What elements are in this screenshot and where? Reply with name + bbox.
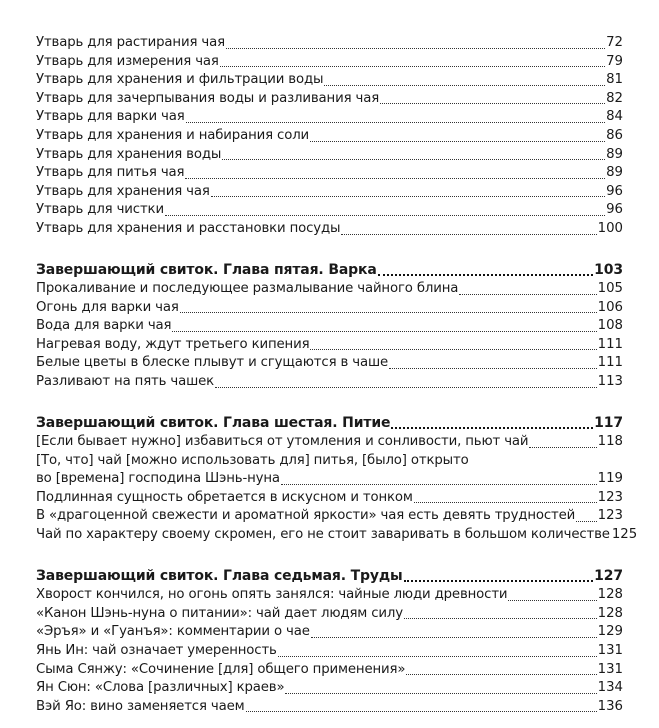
page-number: 89 — [606, 165, 623, 181]
toc-section-chapter-7 — [36, 567, 623, 717]
entry-title: Сыма Сянжу: «Сочинение [для] общего применения» — [36, 661, 406, 677]
entry-title: Подлинная сущность обретается в искусном и тонком — [36, 489, 413, 505]
dot-leader — [404, 617, 597, 619]
toc-entry[interactable] — [36, 526, 638, 545]
page-number: 100 — [597, 220, 623, 236]
dot-leader — [311, 636, 597, 638]
entry-title: Янь Ин: чай означает умеренность — [36, 642, 277, 658]
toc-entry[interactable] — [36, 146, 623, 165]
entry-title: Утварь для чистки — [36, 202, 164, 218]
page-number: 72 — [606, 35, 623, 50]
dot-leader — [215, 386, 597, 388]
entry-title: Чай по характеру своему скромен, его не стоит заваривать в большом количестве — [36, 527, 610, 543]
page-number: 128 — [597, 605, 623, 621]
dot-leader — [310, 140, 605, 142]
page-number: 108 — [597, 318, 623, 334]
entry-title: Огонь для варки чая — [36, 299, 179, 315]
entry-title: Белые цветы в блеске плывут и сгущаются в чаше — [36, 355, 389, 371]
toc-section-chapter-6 — [36, 414, 638, 545]
page-number: 127 — [594, 567, 623, 584]
chapter-title: Завершающий свиток. Глава седьмая. Труды — [36, 567, 403, 584]
toc-entry[interactable] — [36, 679, 623, 698]
dot-leader — [165, 214, 605, 216]
toc-entry[interactable] — [36, 71, 623, 90]
entry-title-line1: [То, что] чай [можно использовать для] питья, [было] открыто — [36, 452, 469, 468]
page-number: 128 — [597, 587, 623, 603]
toc-entry[interactable] — [36, 108, 623, 127]
toc-entry[interactable] — [36, 642, 623, 661]
toc-entry[interactable] — [36, 698, 623, 717]
dot-leader — [414, 501, 597, 503]
page-number: 118 — [597, 434, 623, 450]
toc-entry[interactable] — [36, 280, 623, 299]
toc-entry[interactable] — [36, 127, 623, 146]
toc-section-utensils — [36, 34, 623, 239]
dot-leader — [389, 367, 597, 369]
table-of-contents — [36, 34, 638, 728]
dot-leader — [226, 47, 605, 49]
toc-entry[interactable] — [36, 354, 623, 373]
page-number: 131 — [597, 661, 623, 677]
entry-title: Утварь для хранения воды — [36, 146, 222, 162]
dot-leader — [180, 311, 597, 313]
page-number: 119 — [597, 471, 623, 487]
dot-leader — [391, 426, 593, 429]
toc-entry[interactable] — [36, 605, 623, 624]
entry-title: Утварь для варки чая — [36, 109, 185, 125]
toc-entry[interactable] — [36, 299, 623, 318]
dot-leader — [341, 233, 596, 235]
dot-leader — [406, 673, 596, 675]
dot-leader — [324, 84, 605, 86]
page-number: 105 — [597, 281, 623, 297]
toc-entry[interactable] — [36, 373, 623, 392]
entry-title: В «драгоценной свежести и ароматной яркости» чая есть девять трудностей — [36, 508, 576, 524]
entry-title: Утварь для измерения чая — [36, 53, 219, 69]
entry-title: Утварь для хранения чая — [36, 183, 210, 199]
page-number: 103 — [594, 261, 623, 278]
entry-title: Разливают на пять чашек — [36, 374, 215, 389]
dot-leader — [246, 710, 597, 712]
page-number: 111 — [597, 336, 623, 352]
page-number: 123 — [597, 508, 623, 524]
entry-title: Утварь для питья чая — [36, 165, 185, 181]
toc-entry[interactable] — [36, 53, 623, 72]
toc-entry[interactable] — [36, 661, 623, 680]
page-number: 123 — [597, 489, 623, 505]
entry-title: Вода для варки чая — [36, 318, 172, 334]
entry-title: Хворост кончился, но огонь опять занялся: чайные люди древности — [36, 587, 508, 603]
page-number: 113 — [597, 374, 623, 389]
page-number: 117 — [594, 414, 623, 431]
page-number: 89 — [606, 146, 623, 162]
page-number: 106 — [597, 299, 623, 315]
page-number: 125 — [611, 527, 638, 543]
dot-leader — [529, 446, 596, 448]
toc-entry-line1[interactable] — [36, 452, 623, 471]
toc-section-chapter-5 — [36, 261, 623, 392]
page-number: 129 — [597, 624, 623, 640]
dot-leader — [211, 195, 605, 197]
dot-leader — [220, 65, 605, 67]
dot-leader — [186, 121, 605, 123]
page-number: 84 — [606, 109, 623, 125]
entry-title: Вэй Яо: вино заменяется чаем — [36, 698, 245, 714]
entry-title: во [времена] господина Шэнь-нуна — [36, 471, 280, 487]
page-number: 86 — [606, 127, 623, 143]
page-number: 82 — [606, 90, 623, 106]
dot-leader — [222, 158, 605, 160]
dot-leader — [378, 273, 593, 276]
toc-entry[interactable] — [36, 164, 623, 183]
toc-entry[interactable] — [36, 586, 623, 605]
dot-leader — [508, 599, 596, 601]
dot-leader — [285, 692, 596, 694]
entry-title: «Эръя» и «Гуанъя»: комментарии о чае — [36, 624, 310, 640]
entry-title: Ян Сюн: «Слова [различных] краев» — [36, 680, 285, 696]
page-number: 81 — [606, 72, 623, 88]
toc-entry[interactable] — [36, 317, 623, 336]
page-number: 96 — [606, 183, 623, 199]
entry-title: Утварь для хранения и набирания соли — [36, 127, 310, 143]
entry-title: Нагревая воду, ждут третьего кипения — [36, 336, 310, 352]
dot-leader — [278, 655, 597, 657]
page-number: 96 — [606, 202, 623, 218]
entry-title: Утварь для зачерпывания воды и разливания чая — [36, 90, 380, 106]
chapter-heading[interactable] — [36, 261, 623, 281]
toc-entry[interactable] — [36, 470, 623, 489]
entry-title: Утварь для хранения и расстановки посуды — [36, 220, 341, 236]
entry-title: Утварь для растирания чая — [36, 35, 225, 50]
dot-leader — [281, 483, 597, 485]
dot-leader — [404, 579, 594, 582]
page-number: 79 — [606, 53, 623, 69]
chapter-heading[interactable] — [36, 567, 623, 587]
toc-entry[interactable] — [36, 90, 623, 109]
toc-entry[interactable] — [36, 34, 623, 53]
toc-entry[interactable] — [36, 201, 623, 220]
toc-entry[interactable] — [36, 220, 623, 239]
dot-leader — [310, 348, 596, 350]
entry-title: «Канон Шэнь-нуна о питании»: чай дает людям силу — [36, 605, 403, 621]
toc-entry[interactable] — [36, 623, 623, 642]
entry-title: Утварь для хранения и фильтрации воды — [36, 72, 324, 88]
toc-entry[interactable] — [36, 433, 623, 452]
toc-entry[interactable] — [36, 183, 623, 202]
toc-entry[interactable] — [36, 507, 623, 526]
page-number: 131 — [597, 642, 623, 658]
chapter-title: Завершающий свиток. Глава пятая. Варка — [36, 261, 377, 278]
chapter-title: Завершающий свиток. Глава шестая. Питие — [36, 414, 391, 431]
page-number: 136 — [597, 698, 623, 714]
dot-leader — [380, 102, 605, 104]
toc-entry[interactable] — [36, 489, 623, 508]
dot-leader — [172, 330, 596, 332]
chapter-heading[interactable] — [36, 414, 623, 434]
page-number: 111 — [597, 355, 623, 371]
entry-title: [Если бывает нужно] избавиться от утомления и сонливости, пьют чай — [36, 434, 529, 450]
entry-title: Прокаливание и последующее размалывание чайного блина — [36, 281, 459, 297]
dot-leader — [185, 177, 605, 179]
page-number: 134 — [597, 680, 623, 696]
dot-leader — [459, 293, 596, 295]
dot-leader — [576, 520, 596, 522]
toc-entry[interactable] — [36, 336, 623, 355]
